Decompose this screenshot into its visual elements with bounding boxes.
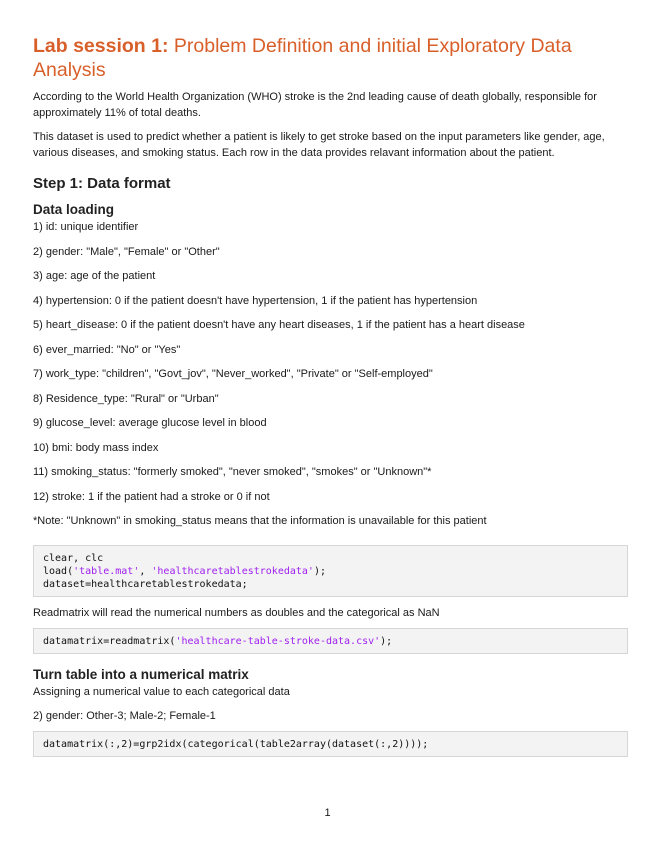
document-page [33, 34, 628, 757]
page-title [33, 34, 628, 82]
attribute-item: 3) age: age of the patient [33, 270, 156, 282]
code-block-load [33, 545, 628, 597]
code-block-grp2idx [33, 731, 628, 757]
assign-description: Assigning a numerical value to each categorical data [33, 685, 290, 698]
attribute-list [33, 219, 628, 538]
attribute-item: 5) heart_disease: 0 if the patient doesn't have any heart diseases, 1 if the patient has a heart disease [33, 319, 525, 331]
attribute-item: 9) glucose_level: average glucose level in blood [33, 417, 267, 429]
attribute-item: 4) hypertension: 0 if the patient doesn't have hypertension, 1 if the patient has hypertension [33, 294, 478, 307]
title-rest: Problem Definition and initial Exploratory Data Analysis [33, 35, 572, 81]
attribute-item: 12) stroke: 1 if the patient had a stroke or 0 if not [33, 490, 270, 503]
code-string: 'healthcaretablestrokedata' [151, 565, 314, 577]
code-string: 'table.mat' [73, 565, 140, 577]
title-bold: Lab session 1: [33, 35, 169, 57]
readmatrix-description: Readmatrix will read the numerical numbers as doubles and the categorical as NaN [33, 606, 440, 619]
attribute-item: 6) ever_married: "No" or "Yes" [33, 343, 181, 356]
attribute-item: 10) bmi: body mass index [33, 441, 159, 454]
code-text: ); [380, 635, 393, 647]
attribute-item: 2) gender: "Male", "Female" or "Other" [33, 245, 220, 258]
attribute-item: 11) smoking_status: "formerly smoked", "never smoked", "smokes" or "Unknown"* [33, 466, 432, 478]
code-text: ); [313, 565, 326, 577]
page-number: 1 [324, 807, 331, 819]
attribute-item: 7) work_type: "children", "Govt_jov", "Never_worked", "Private" or "Self-employed" [33, 368, 433, 380]
code-string: 'healthcare-table-stroke-data.csv' [175, 635, 381, 647]
intro-paragraph-1: According to the World Health Organization (WHO) stroke is the 2nd leading cause of death globally, responsible for approximately 11% of total deaths. [33, 91, 597, 119]
data-loading-heading: Data loading [33, 202, 115, 217]
code-text: datamatrix=readmatrix( [43, 635, 176, 647]
gender-mapping: 2) gender: Other-3; Male-2; Female-1 [33, 709, 216, 722]
code-block-readmatrix [33, 628, 628, 654]
intro-paragraph-2: This dataset is used to predict whether a patient is likely to get stroke based on the input parameters like gender, age, various diseases, and smoking status. Each row in the data provides relavant information about the patient. [33, 131, 605, 159]
code-text: load( [43, 565, 74, 577]
note-text: *Note: "Unknown" in smoking_status means that the information is unavailable for this patient [33, 515, 487, 527]
code-line: datamatrix(:,2)=grp2idx(categorical(table2array(dataset(:,2)))); [43, 738, 429, 750]
attribute-item: 1) id: unique identifier [33, 221, 139, 233]
attribute-item: 8) Residence_type: "Rural" or "Urban" [33, 392, 219, 405]
code-text: , [139, 565, 152, 577]
numerical-matrix-heading: Turn table into a numerical matrix [33, 666, 249, 682]
step1-heading: Step 1: Data format [33, 175, 171, 192]
code-line: clear, clc [43, 552, 104, 564]
code-line: dataset=healthcaretablestrokedata; [43, 578, 248, 590]
